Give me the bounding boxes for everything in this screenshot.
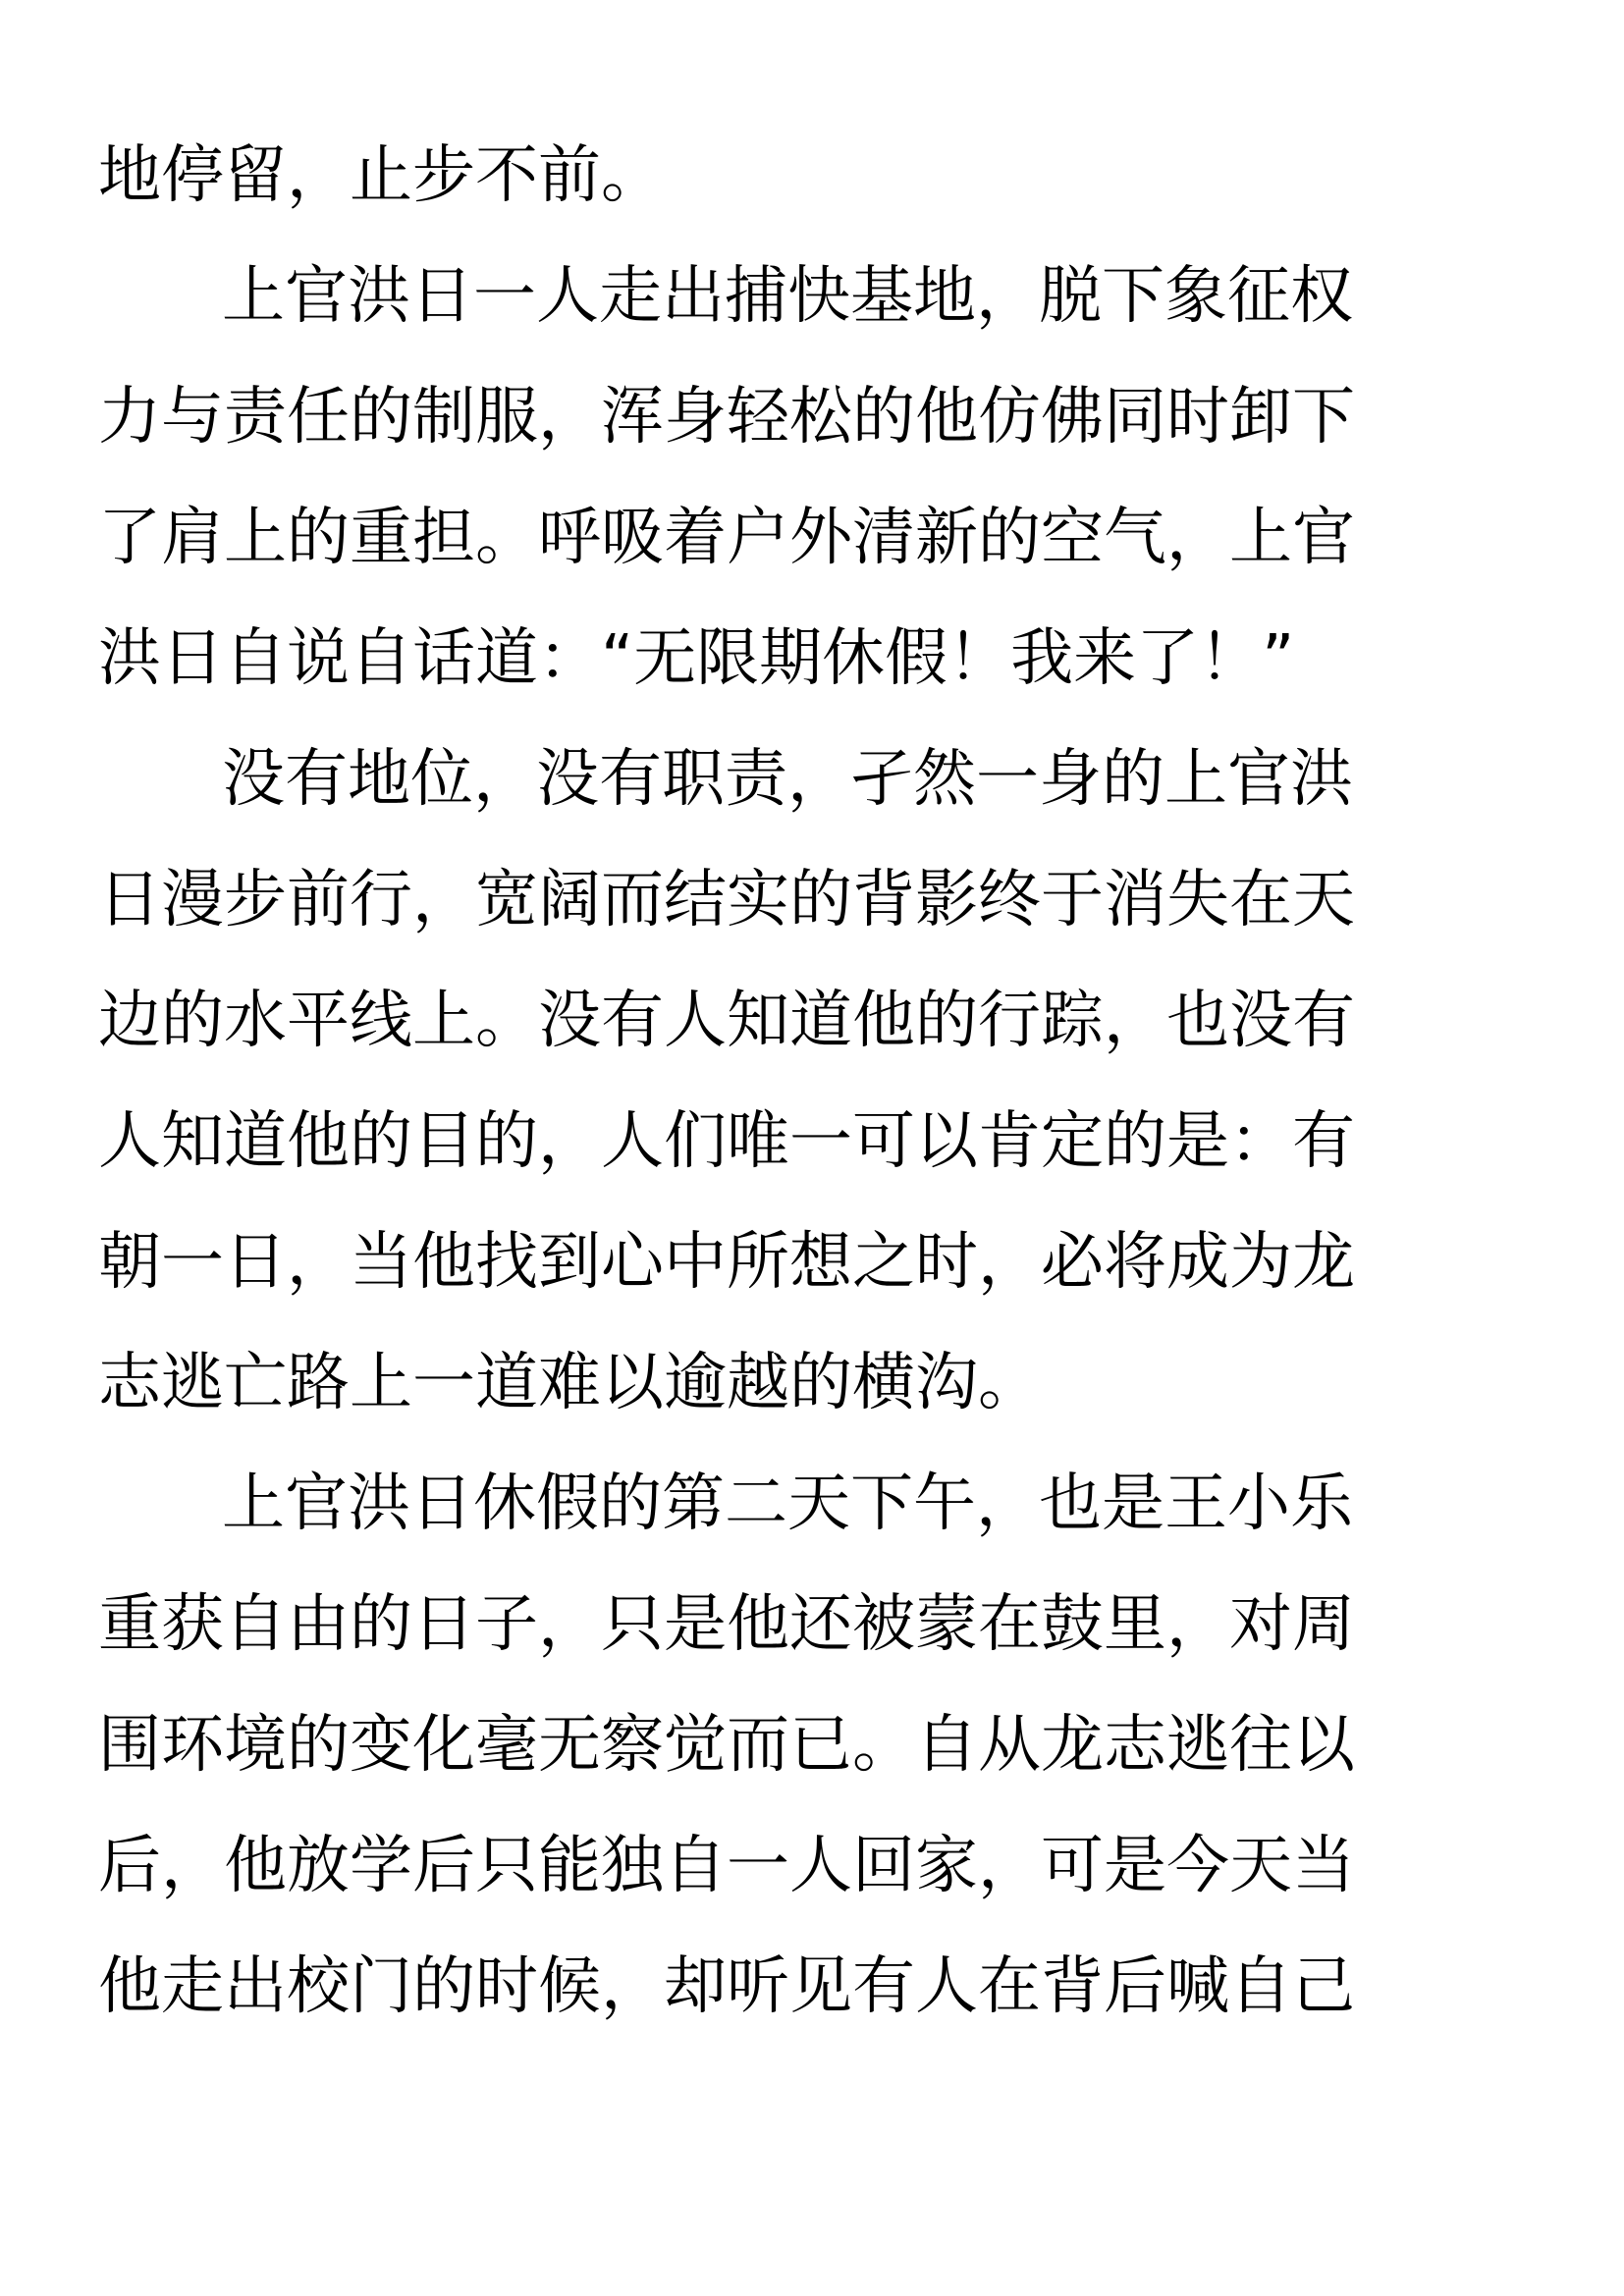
text-line: 力与责任的制服，浑身轻松的他仿佛同时卸下 — [98, 381, 1355, 454]
text-line: 围环境的变化毫无察觉而已。自从龙志逃往以 — [98, 1709, 1355, 1782]
paragraph-start-line: 上官洪日休假的第二天下午，也是王小乐 — [222, 1468, 1353, 1540]
text-line: 朝一日，当他找到心中所想之时，必将成为龙 — [98, 1226, 1355, 1299]
text-line: 洪日自说自话道：“无限期休假！我来了！” — [98, 622, 1295, 695]
text-line: 重获自由的日子，只是他还被蒙在鼓里，对周 — [98, 1588, 1355, 1661]
text-line: 志逃亡路上一道难以逾越的横沟。 — [98, 1347, 1041, 1419]
text-line: 边的水平线上。没有人知道他的行踪，也没有 — [98, 985, 1355, 1057]
text-line: 人知道他的目的，人们唯一可以肯定的是：有 — [98, 1105, 1355, 1178]
text-line: 他走出校门的时候，却听见有人在背后喊自己 — [98, 1950, 1355, 2023]
paragraph-start-line: 没有地位，没有职责，孑然一身的上官洪 — [222, 743, 1353, 816]
text-line: 了肩上的重担。呼吸着户外清新的空气，上官 — [98, 502, 1355, 574]
text-line: 日漫步前行，宽阔而结实的背影终于消失在天 — [98, 864, 1355, 936]
text-line: 地停留，止步不前。 — [98, 139, 664, 212]
body-text — [98, 116, 1542, 2048]
paragraph-start-line: 上官洪日一人走出捕快基地，脱下象征权 — [222, 260, 1353, 333]
text-line: 后，他放学后只能独自一人回家，可是今天当 — [98, 1830, 1355, 1902]
